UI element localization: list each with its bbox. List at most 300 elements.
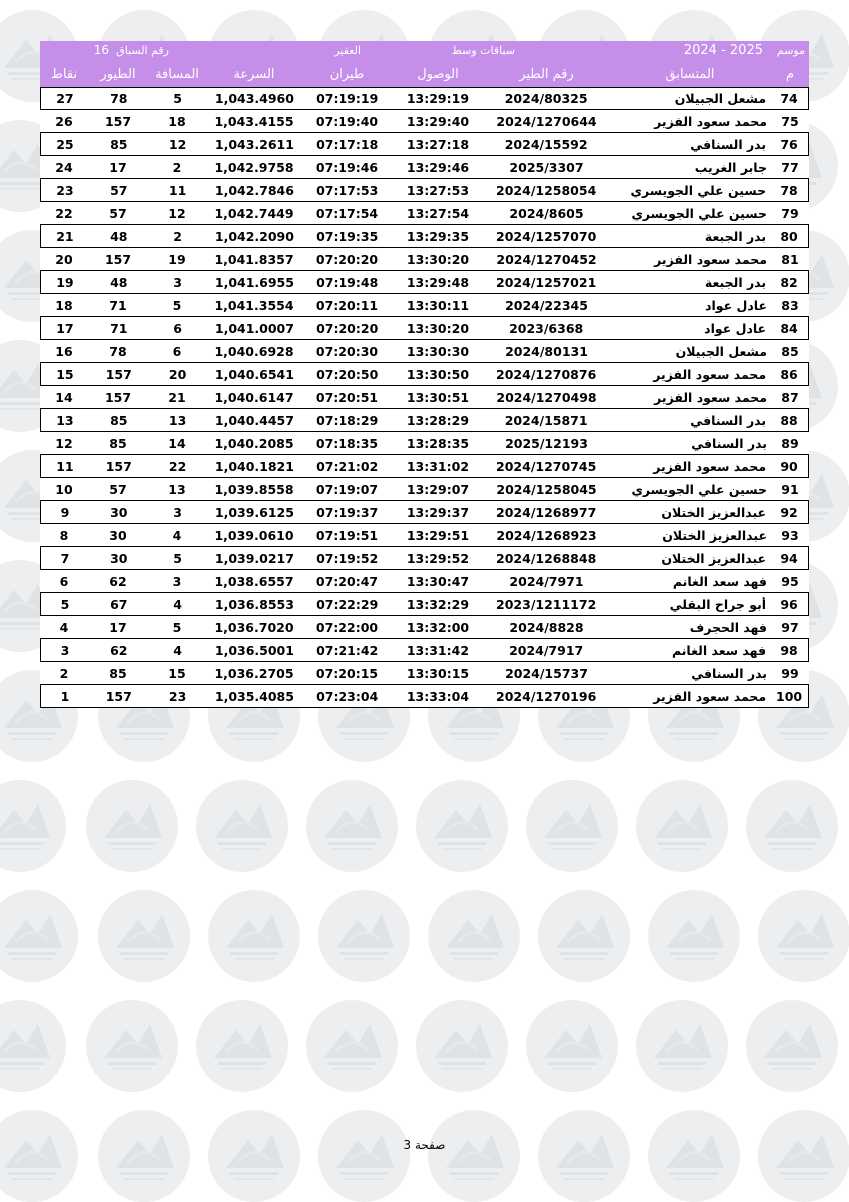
table-row [40, 570, 809, 593]
cell-name: جابر الغريب [694, 159, 767, 175]
cell-name: حسين علي الجويسري [631, 205, 767, 221]
cell-points: 10 [55, 481, 73, 497]
cell-name: بدر السنافي [691, 435, 767, 451]
cell-birds: 78 [110, 91, 128, 106]
cell-arrival: 13:30:50 [406, 366, 470, 382]
cell-speed: 1,039.8558 [214, 481, 294, 497]
cell-ring: 2024/1258045 [496, 481, 597, 497]
cell-name: محمد سعود الفزير [654, 113, 767, 129]
cell-speed: 1,040.2085 [214, 435, 294, 451]
table-row [40, 317, 809, 340]
cell-points: 24 [55, 159, 73, 175]
cell-arrival: 13:31:02 [406, 458, 470, 474]
race-number: 16 [93, 43, 109, 57]
cell-birds: 85 [110, 412, 128, 428]
cell-distance: 15 [168, 665, 186, 681]
cell-flight: 07:20:20 [316, 320, 379, 336]
cell-speed: 1,042.7846 [214, 182, 294, 198]
cell-points: 3 [60, 642, 70, 658]
cell-flight: 07:19:40 [315, 113, 379, 129]
cell-birds: 17 [109, 159, 127, 175]
cell-flight: 07:20:50 [316, 366, 379, 382]
watermark-logo [416, 1000, 508, 1092]
cell-birds: 48 [110, 228, 128, 244]
cell-ring: 2024/80131 [505, 343, 588, 359]
cell-distance: 4 [172, 527, 182, 543]
cell-points: 1 [60, 688, 70, 704]
watermark-logo [758, 890, 849, 982]
cell-flight: 07:20:47 [315, 573, 379, 589]
col-header-birds: الطيور [100, 66, 136, 82]
col-header-name: المتسابق [665, 66, 715, 82]
cell-arrival: 13:33:04 [406, 688, 470, 704]
cell-arrival: 13:29:51 [406, 527, 470, 543]
watermark-logo [86, 1000, 178, 1092]
table-row [40, 248, 809, 271]
cell-m: 89 [781, 435, 799, 451]
watermark-logo [746, 780, 838, 872]
cell-points: 11 [56, 458, 74, 474]
cell-m: 79 [781, 205, 799, 221]
cell-arrival: 13:30:15 [406, 665, 470, 681]
cell-speed: 1,042.2090 [214, 228, 294, 244]
results-table [40, 41, 809, 708]
cell-points: 20 [55, 251, 73, 267]
cell-m: 87 [781, 389, 799, 405]
cell-ring: 2024/1270644 [496, 113, 597, 129]
table-row [40, 225, 809, 248]
cell-flight: 07:19:19 [316, 91, 379, 106]
cell-speed: 1,038.6557 [214, 573, 294, 589]
cell-arrival: 13:27:53 [406, 182, 470, 198]
cell-m: 84 [780, 320, 798, 336]
cell-name: محمد سعود الفزير [653, 458, 767, 474]
cell-distance: 2 [172, 159, 182, 175]
cell-distance: 21 [168, 389, 186, 405]
cell-arrival: 13:29:52 [406, 550, 470, 566]
cell-m: 92 [780, 504, 798, 520]
cell-m: 88 [780, 412, 798, 428]
table-row [40, 133, 809, 156]
cell-m: 76 [780, 136, 798, 152]
cell-flight: 07:20:20 [315, 251, 379, 267]
watermark-logo [196, 1000, 288, 1092]
cell-arrival: 13:27:18 [406, 136, 470, 152]
cell-arrival: 13:30:30 [406, 343, 470, 359]
cell-m: 95 [781, 573, 799, 589]
cell-m: 82 [780, 274, 798, 290]
cell-points: 9 [60, 504, 70, 520]
watermark-logo [0, 890, 78, 982]
table-row [40, 179, 809, 202]
cell-speed: 1,043.2611 [214, 136, 294, 152]
cell-name: بدر السنافي [691, 665, 767, 681]
cell-distance: 3 [173, 504, 182, 520]
cell-points: 7 [60, 550, 70, 566]
cell-name: عبدالعزيز الختلان [661, 550, 767, 566]
watermark-logo [196, 780, 288, 872]
cell-distance: 13 [168, 481, 186, 497]
cell-name: أبو جراح البقلي [669, 596, 767, 612]
cell-speed: 1,039.0217 [214, 550, 294, 566]
table-row [40, 432, 809, 455]
cell-distance: 13 [168, 412, 187, 428]
watermark-logo [416, 780, 508, 872]
cell-arrival: 13:28:29 [406, 412, 470, 428]
cell-ring: 2024/7917 [509, 642, 584, 658]
cell-m: 75 [781, 113, 799, 129]
cell-name: عادل عواد [705, 297, 767, 313]
cell-flight: 07:19:37 [316, 504, 379, 520]
cell-flight: 07:22:29 [316, 596, 379, 612]
cell-speed: 1,041.8357 [214, 251, 294, 267]
cell-name: فهد الحجرف [689, 619, 767, 635]
table-row [40, 547, 809, 570]
cell-m: 83 [781, 297, 799, 313]
cell-arrival: 13:29:37 [406, 504, 470, 520]
cell-speed: 1,040.4457 [214, 412, 294, 428]
cell-m: 77 [781, 159, 799, 175]
cell-arrival: 13:32:29 [406, 596, 470, 612]
watermark-logo [428, 1110, 520, 1202]
cell-points: 14 [55, 389, 73, 405]
cell-speed: 1,036.2705 [214, 665, 294, 681]
table-row [40, 110, 809, 133]
cell-flight: 07:21:02 [316, 458, 379, 474]
cell-flight: 07:22:00 [315, 619, 379, 635]
cell-points: 8 [59, 527, 69, 543]
watermark-logo [648, 890, 740, 982]
cell-points: 16 [55, 343, 73, 359]
cell-speed: 1,040.6147 [214, 389, 294, 405]
cell-points: 4 [59, 619, 69, 635]
cell-ring: 2024/8605 [509, 205, 584, 221]
watermark-logo [306, 1000, 398, 1092]
table-row [40, 501, 809, 524]
cell-ring: 2025/12193 [505, 435, 588, 451]
watermark-logo [208, 1110, 300, 1202]
cell-arrival: 13:29:46 [406, 159, 470, 175]
cell-flight: 07:19:52 [316, 550, 379, 566]
cell-name: فهد سعد الغانم [671, 642, 767, 658]
cell-arrival: 13:31:42 [406, 642, 470, 658]
cell-m: 78 [780, 182, 798, 198]
cell-flight: 07:19:48 [316, 274, 379, 290]
cell-ring: 2024/15871 [504, 412, 588, 428]
cell-points: 6 [59, 573, 69, 589]
cell-ring: 2024/15592 [504, 136, 588, 152]
cell-speed: 1,043.4960 [214, 91, 294, 106]
col-header-ring: رقم الطير [519, 66, 574, 82]
table-row [40, 662, 809, 685]
cell-name: حسين علي الجويسري [630, 182, 767, 198]
cell-birds: 157 [105, 366, 132, 382]
cell-flight: 07:17:18 [316, 136, 379, 152]
cell-birds: 30 [110, 550, 128, 566]
cell-speed: 1,041.3554 [214, 297, 294, 313]
cell-flight: 07:20:51 [315, 389, 379, 405]
cell-birds: 30 [110, 504, 128, 520]
cell-points: 22 [55, 205, 73, 221]
cell-arrival: 13:30:51 [406, 389, 470, 405]
cell-ring: 2024/1270876 [496, 366, 597, 382]
cell-points: 23 [56, 182, 74, 198]
cell-name: مشعل الجبيلان [674, 91, 767, 106]
cell-speed: 1,041.0007 [214, 320, 294, 336]
watermark-logo [318, 1110, 410, 1202]
cell-speed: 1,042.9758 [214, 159, 294, 175]
table-row [40, 524, 809, 547]
watermark-logo [746, 1000, 838, 1092]
cell-speed: 1,042.7449 [214, 205, 294, 221]
cell-speed: 1,036.7020 [214, 619, 294, 635]
cell-distance: 3 [172, 573, 182, 589]
cell-arrival: 13:32:00 [406, 619, 470, 635]
cell-birds: 157 [105, 688, 132, 704]
cell-birds: 57 [110, 182, 128, 198]
watermark-logo [538, 1110, 630, 1202]
cell-birds: 157 [104, 389, 132, 405]
watermark-logo [526, 1000, 618, 1092]
cell-m: 81 [781, 251, 799, 267]
col-header-arrival: الوصول [417, 66, 459, 82]
cell-speed: 1,039.0610 [214, 527, 294, 543]
cell-name: بدر السنافي [690, 136, 767, 152]
cell-birds: 85 [109, 435, 127, 451]
cell-speed: 1,041.6955 [214, 274, 294, 290]
cell-ring: 2024/1268977 [496, 504, 597, 520]
table-row [40, 87, 809, 110]
column-headers [40, 61, 809, 87]
cell-birds: 30 [109, 527, 127, 543]
cell-ring: 2025/3307 [509, 159, 584, 175]
header-info-row [40, 41, 809, 61]
cell-speed: 1,040.6928 [214, 343, 294, 359]
table-row [40, 455, 809, 478]
cell-flight: 07:19:07 [315, 481, 379, 497]
cell-ring: 2024/1270196 [496, 688, 597, 704]
cell-m: 98 [780, 642, 798, 658]
cell-flight: 07:18:29 [316, 412, 379, 428]
watermark-logo [636, 1000, 728, 1092]
cell-points: 2 [59, 665, 69, 681]
cell-flight: 07:23:04 [316, 688, 379, 704]
season-label: موسم [776, 44, 805, 57]
col-header-points: نقاط [50, 66, 78, 82]
cell-speed: 1,043.4155 [214, 113, 294, 129]
cell-speed: 1,039.6125 [214, 504, 294, 520]
cell-birds: 78 [109, 343, 127, 359]
cell-points: 25 [56, 136, 74, 152]
cell-flight: 07:17:54 [315, 205, 379, 221]
cell-birds: 157 [105, 458, 132, 474]
cell-m: 85 [781, 343, 799, 359]
cell-distance: 22 [168, 458, 187, 474]
cell-speed: 1,035.4085 [214, 688, 294, 704]
race-type: سباقات وسط [451, 44, 515, 57]
cell-m: 74 [780, 91, 798, 106]
cell-flight: 07:18:35 [315, 435, 379, 451]
table-row [40, 478, 809, 501]
watermark-logo [0, 1000, 66, 1092]
table-row [40, 156, 809, 179]
cell-birds: 71 [109, 297, 127, 313]
cell-birds: 57 [109, 481, 127, 497]
cell-points: 12 [55, 435, 73, 451]
race-number-label: رقم السباق [116, 44, 169, 57]
cell-distance: 12 [168, 205, 186, 221]
cell-distance: 19 [168, 251, 186, 267]
watermark-logo [318, 890, 410, 982]
cell-m: 97 [781, 619, 799, 635]
cell-name: محمد سعود الفزير [653, 688, 767, 704]
cell-m: 93 [781, 527, 799, 543]
cell-m: 86 [780, 366, 798, 382]
cell-points: 15 [56, 366, 74, 382]
cell-distance: 23 [168, 688, 187, 704]
cell-arrival: 13:29:19 [406, 91, 470, 106]
cell-points: 17 [56, 320, 74, 336]
table-row [40, 639, 809, 662]
cell-name: مشعل الجبيلان [675, 343, 767, 359]
cell-birds: 17 [109, 619, 127, 635]
watermark-logo [86, 780, 178, 872]
cell-speed: 1,036.8553 [214, 596, 294, 612]
cell-distance: 18 [168, 113, 186, 129]
cell-birds: 85 [110, 136, 128, 152]
cell-ring: 2024/1257021 [496, 274, 597, 290]
cell-name: فهد سعد الغانم [672, 573, 767, 589]
watermark-logo [636, 780, 728, 872]
cell-arrival: 13:30:11 [406, 297, 470, 313]
cell-distance: 6 [173, 320, 182, 336]
col-header-m: م [785, 66, 795, 82]
watermark-logo [0, 780, 66, 872]
cell-birds: 57 [109, 205, 127, 221]
cell-distance: 11 [168, 182, 187, 198]
watermark-logo [306, 780, 398, 872]
table-row [40, 593, 809, 616]
cell-distance: 14 [168, 435, 186, 451]
cell-ring: 2023/6368 [509, 320, 584, 336]
table-row [40, 616, 809, 639]
cell-name: بدر الجبعة [704, 228, 767, 244]
table-row [40, 363, 809, 386]
cell-speed: 1,036.5001 [214, 642, 294, 658]
cell-arrival: 13:30:47 [406, 573, 470, 589]
cell-points: 13 [56, 412, 74, 428]
cell-points: 21 [56, 228, 74, 244]
race-location: العقير [334, 44, 361, 57]
cell-m: 80 [780, 228, 798, 244]
cell-ring: 2024/15737 [505, 665, 588, 681]
cell-m: 96 [780, 596, 798, 612]
cell-birds: 62 [109, 573, 127, 589]
cell-ring: 2024/7971 [509, 573, 584, 589]
season-value: 2025 - 2024 [683, 43, 763, 58]
cell-birds: 157 [104, 113, 132, 129]
cell-distance: 6 [172, 343, 182, 359]
cell-arrival: 13:30:20 [406, 251, 470, 267]
cell-birds: 48 [110, 274, 128, 290]
watermark-logo [428, 890, 520, 982]
cell-arrival: 13:30:20 [406, 320, 470, 336]
cell-name: عبدالعزيز الختلان [661, 504, 767, 520]
cell-ring: 2024/1268848 [496, 550, 597, 566]
cell-name: محمد سعود الفزير [654, 389, 767, 405]
cell-distance: 20 [168, 366, 187, 382]
page-number: صفحة 3 [403, 1138, 446, 1152]
cell-distance: 5 [173, 91, 182, 106]
cell-name: محمد سعود الفزير [654, 251, 767, 267]
cell-name: عادل عواد [704, 320, 767, 336]
cell-flight: 07:19:35 [316, 228, 379, 244]
cell-arrival: 13:29:40 [406, 113, 470, 129]
cell-ring: 2024/1270498 [496, 389, 597, 405]
cell-name: محمد سعود الفزير [653, 366, 767, 382]
watermark-logo [0, 1110, 78, 1202]
table-row [40, 685, 809, 708]
cell-flight: 07:20:30 [315, 343, 379, 359]
cell-distance: 4 [173, 642, 182, 658]
cell-points: 5 [60, 596, 70, 612]
watermark-logo [758, 1110, 849, 1202]
cell-distance: 4 [173, 596, 182, 612]
cell-flight: 07:21:42 [316, 642, 379, 658]
cell-points: 18 [55, 297, 73, 313]
watermark-logo [648, 1110, 740, 1202]
cell-ring: 2024/1270745 [496, 458, 597, 474]
cell-speed: 1,040.6541 [214, 366, 294, 382]
cell-distance: 5 [173, 550, 182, 566]
cell-points: 26 [55, 113, 73, 129]
watermark-logo [208, 890, 300, 982]
cell-ring: 2024/22345 [505, 297, 588, 313]
cell-m: 90 [780, 458, 798, 474]
cell-name: بدر الجبعة [704, 274, 767, 290]
watermark-logo [98, 890, 190, 982]
cell-arrival: 13:27:54 [406, 205, 470, 221]
cell-ring: 2024/1258054 [496, 182, 597, 198]
cell-ring: 2024/80325 [504, 91, 588, 106]
cell-flight: 07:20:11 [315, 297, 379, 313]
table-row [40, 340, 809, 363]
cell-arrival: 13:29:35 [406, 228, 470, 244]
cell-birds: 85 [109, 665, 127, 681]
cell-flight: 07:17:53 [316, 182, 379, 198]
cell-distance: 3 [173, 274, 182, 290]
watermark-logo [538, 890, 630, 982]
table-row [40, 202, 809, 225]
cell-name: حسين علي الجويسري [631, 481, 767, 497]
cell-speed: 1,040.1821 [214, 458, 294, 474]
cell-ring: 2023/1211172 [496, 596, 597, 612]
table-header [40, 41, 809, 87]
cell-m: 94 [780, 550, 798, 566]
cell-arrival: 13:28:35 [406, 435, 470, 451]
cell-flight: 07:19:46 [315, 159, 379, 175]
cell-ring: 2024/1268923 [496, 527, 597, 543]
cell-m: 91 [781, 481, 799, 497]
cell-birds: 71 [110, 320, 128, 336]
cell-distance: 2 [173, 228, 182, 244]
cell-flight: 07:19:51 [315, 527, 379, 543]
col-header-speed: السرعة [233, 66, 275, 82]
cell-birds: 157 [104, 251, 132, 267]
cell-ring: 2024/8828 [509, 619, 584, 635]
watermark-logo [526, 780, 618, 872]
table-body [40, 87, 809, 708]
